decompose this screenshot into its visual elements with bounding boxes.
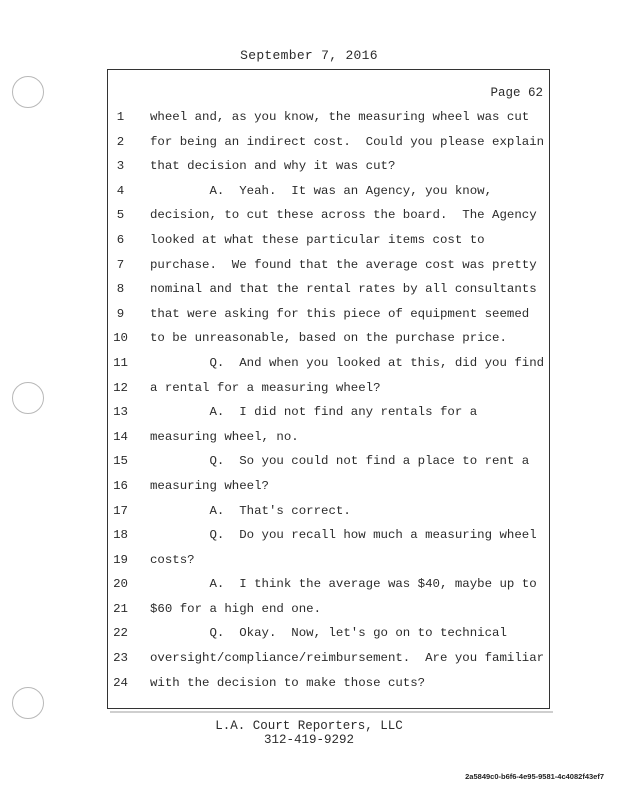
line-text: Q. So you could not find a place to rent a [150, 454, 530, 469]
transcript-lines [108, 105, 549, 695]
line-number: 4 [116, 183, 125, 198]
line-number: 14 [113, 429, 128, 444]
binder-hole-top [12, 76, 44, 108]
transcript-line [108, 646, 549, 671]
footer-phone: 312-419-9292 [263, 733, 354, 747]
line-text: to be unreasonable, based on the purchase price. [150, 331, 507, 346]
transcript-line [108, 572, 549, 597]
transcript-line [108, 203, 549, 228]
line-text: A. I think the average was $40, maybe up to [150, 577, 537, 592]
line-number: 10 [113, 331, 128, 346]
binder-hole-bottom [12, 687, 44, 719]
line-number: 22 [113, 626, 128, 641]
line-number: 23 [113, 651, 128, 666]
transcript-line [108, 228, 549, 253]
transcript-line [108, 105, 549, 130]
transcript-line [108, 425, 549, 450]
transcript-line [108, 548, 549, 573]
document-id: 2a5849c0-b6f6-4e95-9581-4c4082f43ef7 [465, 772, 604, 781]
line-text: a rental for a measuring wheel? [150, 380, 381, 395]
line-text: A. That's correct. [150, 503, 351, 518]
binder-hole-middle [12, 382, 44, 414]
line-text: costs? [150, 552, 195, 567]
transcript-line [108, 376, 549, 401]
transcript-line [108, 597, 549, 622]
transcript-line [108, 130, 549, 155]
line-number: 6 [116, 232, 125, 247]
transcript-line [108, 449, 549, 474]
line-text: wheel and, as you know, the measuring wheel was cut [150, 110, 530, 124]
line-number: 24 [113, 675, 128, 690]
line-number: 18 [113, 528, 128, 543]
line-text: nominal and that the rental rates by all consultants [150, 282, 537, 297]
line-number: 3 [116, 159, 125, 174]
line-number: 13 [113, 405, 128, 420]
transcript-line [108, 523, 549, 548]
transcript-line [108, 474, 549, 499]
footer-company: L.A. Court Reporters, LLC [215, 719, 403, 733]
line-number: 11 [113, 355, 128, 370]
transcript-line [108, 277, 549, 302]
frame-shadow [110, 711, 553, 713]
transcript-page-frame [107, 69, 550, 709]
line-number: 19 [113, 552, 128, 567]
transcript-date: September 7, 2016 [240, 48, 378, 63]
transcript-line [108, 671, 549, 696]
line-number: 17 [113, 503, 128, 518]
line-number: 5 [116, 208, 125, 223]
transcript-line [108, 351, 549, 376]
transcript-line [108, 499, 549, 524]
line-number: 1 [116, 110, 125, 124]
line-text: oversight/compliance/reimbursement. Are you familiar [150, 651, 545, 666]
transcript-line [108, 400, 549, 425]
transcript-line [108, 154, 549, 179]
transcript-line [108, 326, 549, 351]
line-text: purchase. We found that the average cost was pretty [150, 257, 537, 272]
line-number: 21 [113, 601, 128, 616]
line-number: 20 [113, 577, 128, 592]
line-text: A. Yeah. It was an Agency, you know, [150, 183, 493, 198]
line-text: with the decision to make those cuts? [150, 675, 426, 690]
line-number: 9 [116, 306, 125, 321]
line-text: decision, to cut these across the board. The Agency [150, 208, 537, 223]
transcript-line [108, 621, 549, 646]
transcript-line [108, 302, 549, 327]
line-text: for being an indirect cost. Could you please explain [150, 134, 545, 149]
line-text: that were asking for this piece of equipment seemed [150, 306, 530, 321]
line-number: 7 [116, 257, 125, 272]
line-text: measuring wheel? [150, 478, 269, 493]
line-text: looked at what these particular items cost to [150, 232, 485, 247]
line-number: 15 [113, 454, 128, 469]
line-text: Q. Do you recall how much a measuring wheel [150, 528, 537, 543]
transcript-line [108, 253, 549, 278]
line-text: A. I did not find any rentals for a [150, 405, 478, 420]
line-text: that decision and why it was cut? [150, 159, 396, 174]
line-number: 8 [116, 282, 125, 297]
line-text: Q. And when you looked at this, did you find [150, 355, 545, 370]
transcript-line [108, 179, 549, 204]
line-number: 2 [116, 134, 125, 149]
line-text: Q. Okay. Now, let's go on to technical [150, 626, 507, 641]
line-number: 16 [113, 478, 128, 493]
line-number: 12 [113, 380, 128, 395]
line-text: $60 for a high end one. [150, 601, 322, 616]
page-number: Page 62 [490, 86, 543, 100]
line-text: measuring wheel, no. [150, 429, 299, 444]
